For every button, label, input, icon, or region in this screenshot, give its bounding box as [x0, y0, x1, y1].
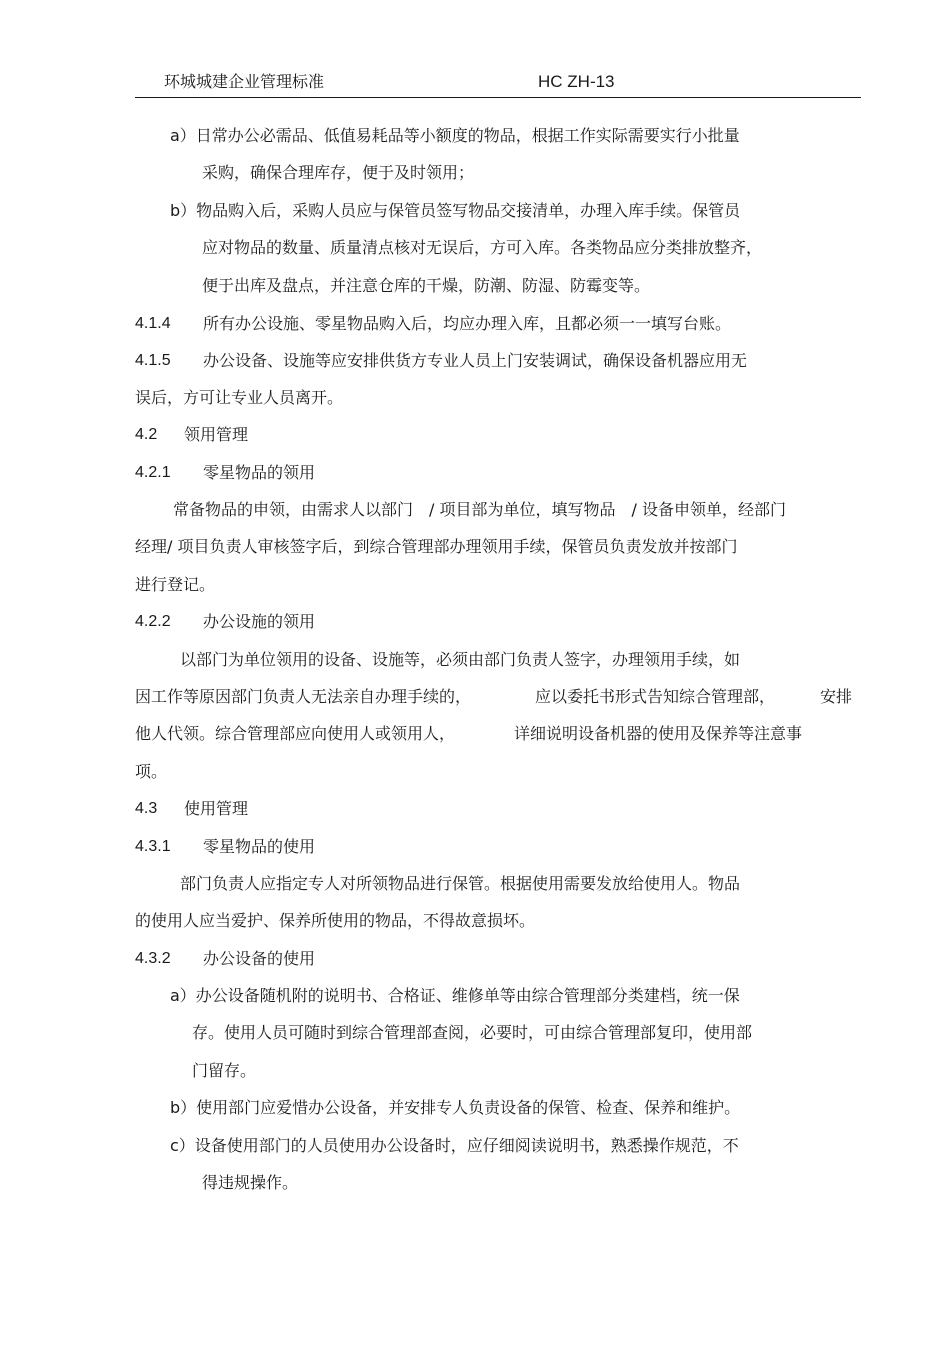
item-c-line-2: 得违规操作。	[202, 1173, 299, 1192]
section-number: 4.2.2	[135, 613, 171, 630]
paragraph-line: 常备物品的申领，由需求人以部门 / 项目部为单位，填写物品 / 设备申领单，经部门	[173, 500, 786, 519]
paragraph-line: 部门负责人应指定专人对所领物品进行保管。根据使用需要发放给使用人。物品	[180, 874, 741, 893]
item-a-line-1: a）日常办公必需品、低值易耗品等小额度的物品，根据工作实际需要实行小批量	[170, 126, 740, 145]
section-heading: 办公设备的使用	[203, 949, 316, 968]
paragraph-line-part: 他人代领。综合管理部应向使用人或领用人，	[135, 724, 456, 743]
paragraph-line: 项。	[135, 762, 168, 781]
section-text: 所有办公设施、零星物品购入后，均应办理入库，且都必须一一填写台账。	[203, 314, 732, 333]
section-number: 4.3.1	[135, 838, 171, 855]
item-c-line-1: c）设备使用部门的人员使用办公设备时，应仔细阅读说明书，熟悉操作规范，不	[170, 1136, 739, 1155]
section-text: 办公设备、设施等应安排供货方专业人员上门安装调试，确保设备机器应用无	[203, 351, 748, 370]
item-b-line-2: 应对物品的数量、质量清点核对无误后，方可入库。各类物品应分类排放整齐，	[202, 238, 763, 257]
section-heading: 零星物品的使用	[203, 837, 316, 856]
section-heading: 办公设施的领用	[203, 612, 316, 631]
item-a-line-2: 存。使用人员可随时到综合管理部查阅，必要时，可由综合管理部复印，使用部	[192, 1023, 753, 1042]
header-divider	[135, 97, 861, 98]
section-number: 4.1.5	[135, 352, 171, 369]
section-number: 4.3	[135, 800, 158, 817]
section-number: 4.3.2	[135, 950, 171, 967]
section-text-continued: 误后，方可让专业人员离开。	[135, 388, 344, 407]
item-b-line-1: b）物品购入后，采购人员应与保管员签写物品交接清单，办理入库手续。保管员	[170, 201, 741, 220]
paragraph-line-part: 详细说明设备机器的使用及保养等注意事	[514, 724, 803, 743]
paragraph-line: 进行登记。	[135, 575, 216, 594]
section-heading: 零星物品的领用	[203, 463, 316, 482]
paragraph-line: 经理/ 项目负责人审核签字后，到综合管理部办理领用手续，保管员负责发放并按部门	[135, 537, 738, 556]
section-heading: 使用管理	[184, 799, 249, 818]
item-b-line-1: b）使用部门应爱惜办公设备，并安排专人负责设备的保管、检查、保养和维护。	[170, 1098, 741, 1117]
paragraph-line-part: 应以委托书形式告知综合管理部，	[535, 687, 776, 706]
item-a-line-3: 门留存。	[192, 1061, 257, 1080]
paragraph-line-part: 因工作等原因部门负责人无法亲自办理手续的，	[135, 687, 472, 706]
section-number: 4.1.4	[135, 315, 171, 332]
paragraph-line-part: 安排	[820, 687, 853, 706]
header-code: HC ZH-13	[538, 72, 615, 91]
section-heading: 领用管理	[184, 425, 249, 444]
header-title: 环城城建企业管理标准	[164, 72, 325, 91]
section-number: 4.2.1	[135, 464, 171, 481]
item-b-line-3: 便于出库及盘点，并注意仓库的干燥，防潮、防湿、防霉变等。	[202, 276, 651, 295]
paragraph-line: 的使用人应当爱护、保养所使用的物品，不得故意损坏。	[135, 911, 536, 930]
item-a-line-1: a）办公设备随机附的说明书、合格证、维修单等由综合管理部分类建档，统一保	[170, 986, 740, 1005]
item-a-line-2: 采购，确保合理库存，便于及时领用；	[202, 163, 475, 182]
section-number: 4.2	[135, 426, 158, 443]
paragraph-line: 以部门为单位领用的设备、设施等，必须由部门负责人签字，办理领用手续，如	[180, 650, 741, 669]
